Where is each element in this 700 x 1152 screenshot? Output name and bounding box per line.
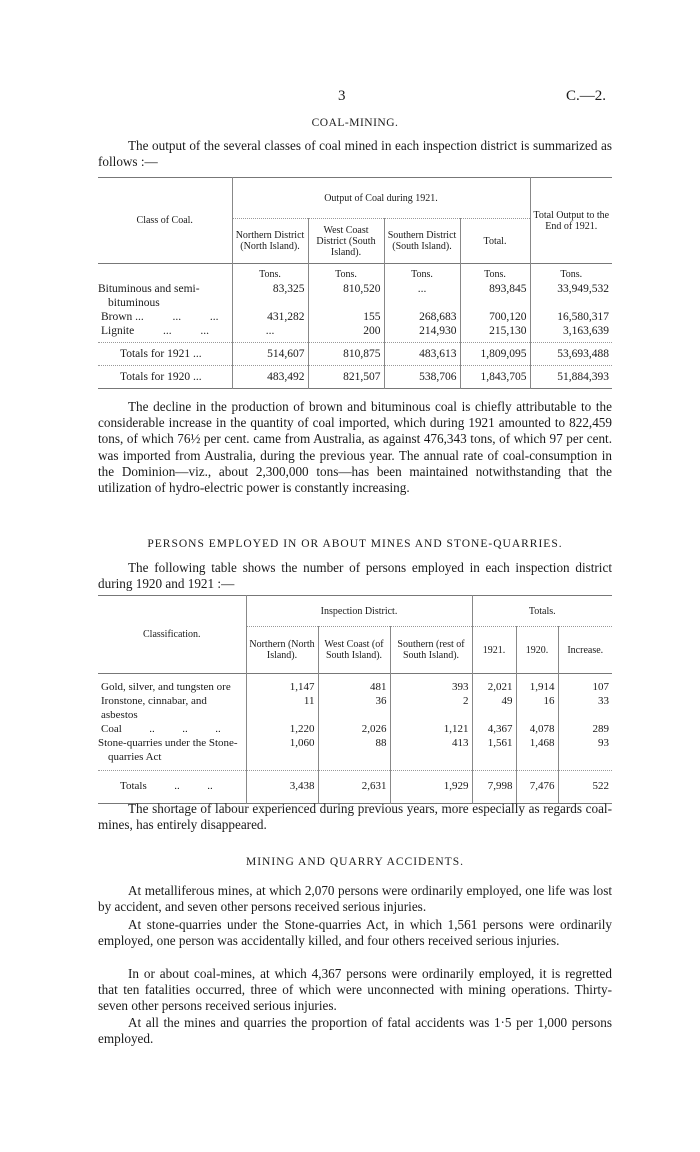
col-increase: Increase. — [558, 627, 612, 674]
cell-north: 431,282 — [232, 310, 308, 324]
cell-south: 1,929 — [390, 771, 472, 804]
cell-total-end: 3,163,639 — [530, 324, 612, 343]
cell-north: 11 — [246, 694, 318, 722]
coal-decline-paragraph: The decline in the production of brown and bituminous coal is chiefly attributable to the considerable increase in the quantity of coal imported, which during 1921 amounted to 822,459 tons, of which 76½ per cent. came from Australia, as against 476,343 tons, of which 97 per cent. was imported from Australia, during the previous year. The annual rate of coal-consumption in the Dominion—viz., about 2,300,000 tons—has been maintained notwithstanding that the utilization of hydro-electric power is constantly increasing. — [98, 399, 612, 496]
cell-south: 483,613 — [384, 343, 460, 366]
persons-employed-table — [98, 595, 612, 804]
cell-south: 268,683 — [384, 310, 460, 324]
col-west-coast: West Coast (of South Island). — [318, 627, 390, 674]
table-row — [98, 736, 612, 771]
accidents-paragraph: At all the mines and quarries the proportion of fatal accidents was 1·5 per 1,000 persons employed. — [98, 1015, 612, 1047]
totals-row — [98, 771, 612, 804]
table-row — [98, 680, 612, 694]
row-label: Totals .. .. — [120, 780, 213, 792]
cell-1920: 7,476 — [516, 771, 558, 804]
cell-south: 2 — [390, 694, 472, 722]
unit-label: Tons. — [232, 264, 308, 283]
cell-west: 2,026 — [318, 722, 390, 736]
col-west-coast-district: West Coast District (South Island). — [308, 219, 384, 264]
row-label: Totals for 1921 ... — [120, 348, 202, 360]
cell-increase: 107 — [558, 680, 612, 694]
row-label: Ironstone, cinnabar, and asbestos — [101, 695, 207, 721]
cell-increase: 522 — [558, 771, 612, 804]
row-label: Brown ... ... ... — [101, 311, 219, 323]
cell-total-end: 53,693,488 — [530, 343, 612, 366]
cell-north: 1,147 — [246, 680, 318, 694]
row-label: Gold, silver, and tungsten ore — [101, 681, 231, 693]
cell-1921: 7,998 — [472, 771, 516, 804]
col-total: Total. — [460, 219, 530, 264]
cell-total: 893,845 — [460, 282, 530, 310]
col-northern: Northern (North Island). — [246, 627, 318, 674]
cell-increase: 289 — [558, 722, 612, 736]
cell-1920: 4,078 — [516, 722, 558, 736]
cell-west: 88 — [318, 736, 390, 771]
unit-label: Tons. — [308, 264, 384, 283]
cell-west: 155 — [308, 310, 384, 324]
coal-output-table — [98, 177, 612, 389]
col-southern-district: Southern District (South Island). — [384, 219, 460, 264]
document-reference: C.—2. — [566, 88, 607, 104]
coal-intro-paragraph: The output of the several classes of coal mined in each inspection district is summarized as follows :— — [98, 138, 612, 170]
cell-north: 514,607 — [232, 343, 308, 366]
cell-west: 810,520 — [308, 282, 384, 310]
cell-1920: 1,914 — [516, 680, 558, 694]
page-number: 3 — [338, 88, 346, 104]
cell-1921: 1,561 — [472, 736, 516, 771]
row-label: Totals for 1920 ... — [120, 371, 202, 383]
col-1921: 1921. — [472, 627, 516, 674]
col-total-end: Total Output to the End of 1921. — [530, 178, 612, 264]
cell-total-end: 16,580,317 — [530, 310, 612, 324]
coal-mining-heading: COAL-MINING. — [311, 117, 399, 129]
accidents-paragraph: At metalliferous mines, at which 2,070 persons were ordinarily employed, one life was lost by accident, and seven other persons received serious injuries. — [98, 883, 612, 915]
col-1920: 1920. — [516, 627, 558, 674]
cell-increase: 33 — [558, 694, 612, 722]
row-label: Stone-quarries under the Stone-quarries Act — [98, 737, 238, 763]
cell-total-end: 33,949,532 — [530, 282, 612, 310]
cell-1921: 2,021 — [472, 680, 516, 694]
unit-label: Tons. — [460, 264, 530, 283]
table-row — [98, 722, 612, 736]
totals-row — [98, 366, 612, 389]
cell-south: ... — [384, 282, 460, 310]
persons-intro-paragraph: The following table shows the number of persons employed in each inspection district during 1920 and 1921 :— — [98, 560, 612, 592]
labour-shortage-paragraph: The shortage of labour experienced during previous years, more especially as regards coal-mines, has entirely disappeared. — [98, 801, 612, 833]
cell-west: 36 — [318, 694, 390, 722]
row-label: Lignite ... ... — [101, 325, 209, 337]
cell-south: 413 — [390, 736, 472, 771]
totals-row — [98, 343, 612, 366]
cell-west: 821,507 — [308, 366, 384, 389]
accidents-heading: MINING AND QUARRY ACCIDENTS. — [246, 856, 464, 868]
cell-1921: 4,367 — [472, 722, 516, 736]
cell-south: 214,930 — [384, 324, 460, 343]
cell-total: 215,130 — [460, 324, 530, 343]
unit-spacer — [98, 264, 232, 283]
cell-north: 83,325 — [232, 282, 308, 310]
cell-1920: 16 — [516, 694, 558, 722]
row-label: Coal .. .. .. — [101, 723, 221, 735]
cell-total: 1,809,095 — [460, 343, 530, 366]
cell-north: 1,220 — [246, 722, 318, 736]
table-row — [98, 324, 612, 343]
cell-west: 481 — [318, 680, 390, 694]
col-northern-district: Northern District (North Island). — [232, 219, 308, 264]
cell-north: ... — [232, 324, 308, 343]
col-group-district: Inspection District. — [246, 596, 472, 627]
cell-north: 3,438 — [246, 771, 318, 804]
accidents-paragraph: In or about coal-mines, at which 4,367 persons were ordinarily employed, it is regretted that ten fatalities occurred, three of which were unconnected with mining operations. Thirty-seven other persons received serious injuries. — [98, 966, 612, 1014]
cell-total-end: 51,884,393 — [530, 366, 612, 389]
cell-1921: 49 — [472, 694, 516, 722]
cell-west: 200 — [308, 324, 384, 343]
col-group-totals: Totals. — [472, 596, 612, 627]
cell-total: 1,843,705 — [460, 366, 530, 389]
persons-employed-heading: PERSONS EMPLOYED IN OR ABOUT MINES AND STONE-QUARRIES. — [147, 538, 563, 550]
table-row — [98, 310, 612, 324]
table-row — [98, 694, 612, 722]
cell-south: 538,706 — [384, 366, 460, 389]
accidents-paragraph: At stone-quarries under the Stone-quarries Act, in which 1,561 persons were ordinarily employed, one person was accidentally killed, and four others received serious injuries. — [98, 917, 612, 949]
cell-west: 2,631 — [318, 771, 390, 804]
cell-west: 810,875 — [308, 343, 384, 366]
row-label: Bituminous and semi-bituminous — [98, 283, 200, 309]
cell-1920: 1,468 — [516, 736, 558, 771]
cell-south: 1,121 — [390, 722, 472, 736]
cell-total: 700,120 — [460, 310, 530, 324]
col-group-output: Output of Coal during 1921. — [232, 178, 530, 219]
cell-increase: 93 — [558, 736, 612, 771]
table-row — [98, 282, 612, 310]
col-southern: Southern (rest of South Island). — [390, 627, 472, 674]
col-classification: Classification. — [143, 629, 201, 640]
col-class-of-coal: Class of Coal. — [136, 215, 193, 226]
unit-label: Tons. — [384, 264, 460, 283]
cell-south: 393 — [390, 680, 472, 694]
unit-label: Tons. — [530, 264, 612, 283]
cell-north: 1,060 — [246, 736, 318, 771]
cell-north: 483,492 — [232, 366, 308, 389]
